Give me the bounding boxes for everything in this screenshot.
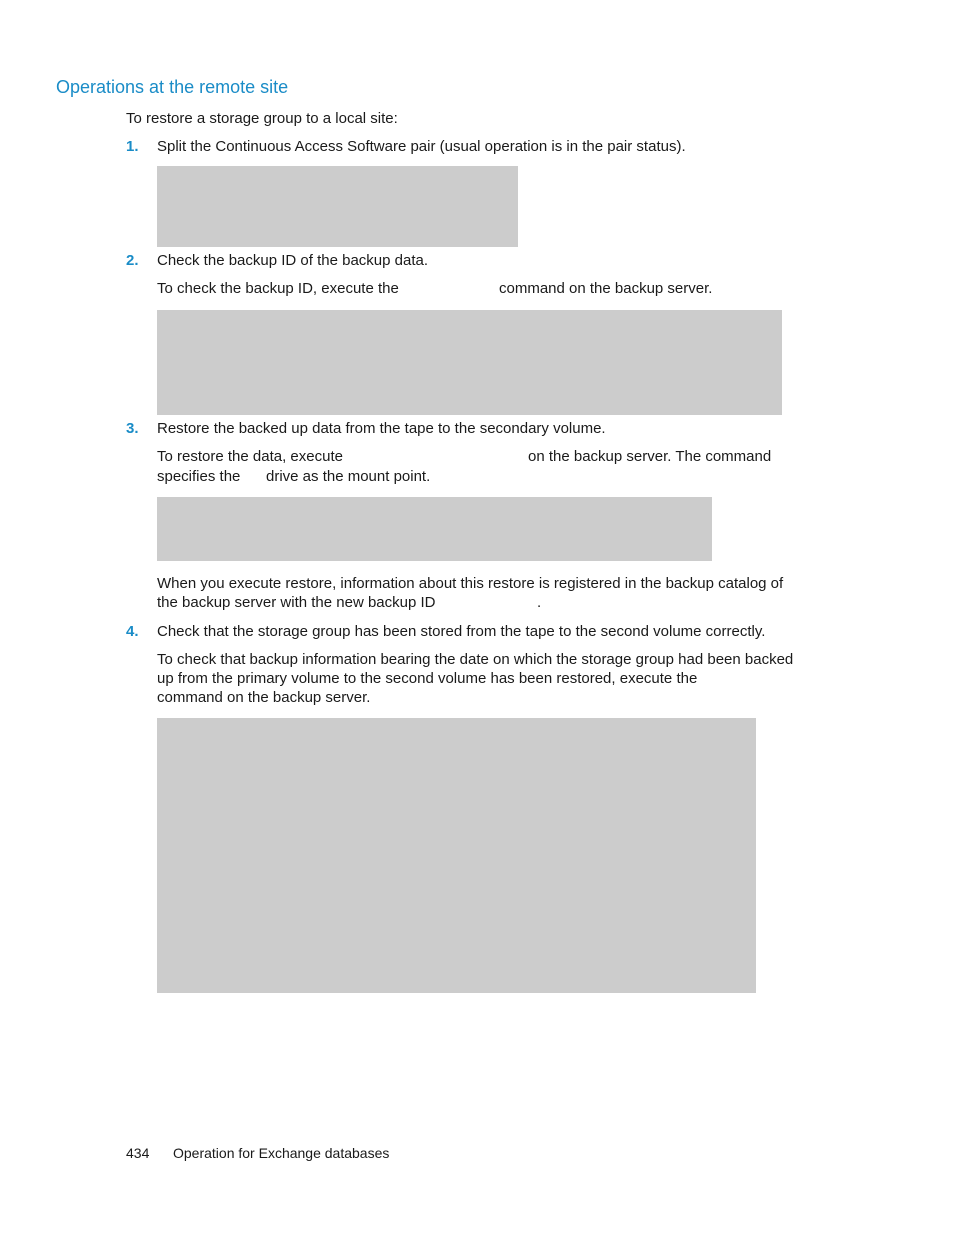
step-3-note-line2-part1: the backup server with the new backup ID bbox=[157, 594, 436, 611]
step-3-detail-line2-part1: specifies the bbox=[157, 468, 241, 485]
page-number: 434 bbox=[126, 1145, 150, 1161]
step-1-text: Split the Continuous Access Software pair (usual operation is in the pair status). bbox=[157, 138, 686, 155]
step-3-detail-part2: on the backup server. The command bbox=[528, 448, 772, 465]
step-3-code-block bbox=[157, 497, 712, 561]
step-4-text: Check that the storage group has been stored from the tape to the second volume correctly. bbox=[157, 623, 766, 640]
step-4-code-block bbox=[157, 718, 756, 993]
step-1-code-block bbox=[157, 166, 518, 247]
step-4-detail-line3: command on the backup server. bbox=[157, 689, 371, 706]
step-2-code-block bbox=[157, 310, 782, 415]
step-3-detail-part1: To restore the data, execute bbox=[157, 448, 343, 465]
step-4-number: 4. bbox=[126, 623, 139, 640]
step-4-detail-line2: up from the primary volume to the second volume has been restored, execute the bbox=[157, 670, 698, 687]
step-3-note-line1: When you execute restore, information about this restore is registered in the backup catalog of bbox=[157, 575, 784, 592]
step-2-text: Check the backup ID of the backup data. bbox=[157, 252, 429, 269]
step-4-detail-line1: To check that backup information bearing the date on which the storage group had been backed bbox=[157, 651, 794, 668]
step-3-number: 3. bbox=[126, 420, 139, 437]
chapter-title: Operation for Exchange databases bbox=[173, 1145, 390, 1161]
step-1-number: 1. bbox=[126, 138, 139, 155]
step-2-number: 2. bbox=[126, 252, 139, 269]
step-2-detail-part1: To check the backup ID, execute the bbox=[157, 280, 399, 297]
step-3-note-line2-part2: . bbox=[537, 594, 542, 611]
step-3-text: Restore the backed up data from the tape to the secondary volume. bbox=[157, 420, 606, 437]
step-2-detail-part2: command on the backup server. bbox=[499, 280, 713, 297]
step-3-detail-line2-part2: drive as the mount point. bbox=[266, 468, 431, 485]
section-title: Operations at the remote site bbox=[56, 77, 289, 97]
intro-text: To restore a storage group to a local site: bbox=[126, 110, 398, 127]
